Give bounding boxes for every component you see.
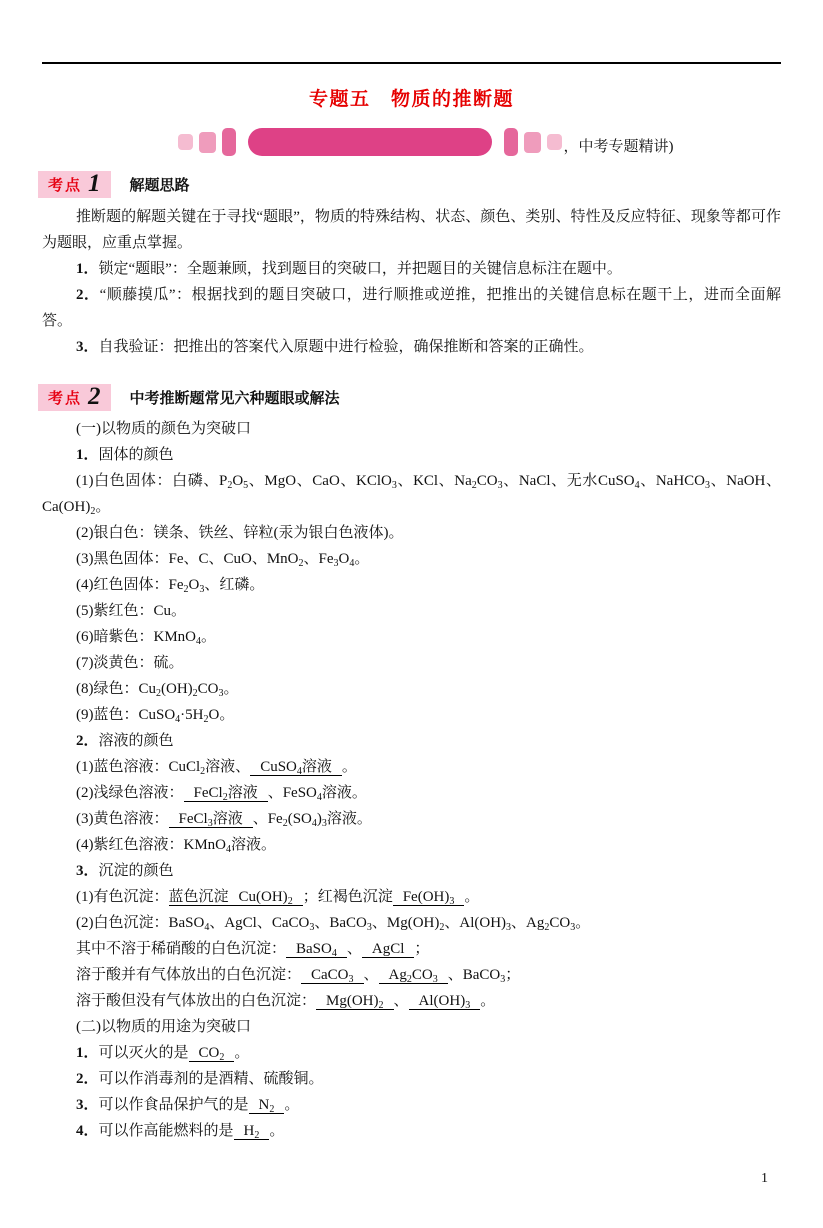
text-line: (4)紫红色溶液：KMnO$_4$溶液。: [76, 837, 277, 855]
banner-pill: [199, 132, 216, 153]
section-2-content: [42, 416, 781, 1144]
text-line: 3．自我验证：把推出的答案代入原题中进行检验，确保推断和答案的正确性。: [76, 339, 594, 355]
banner-pill: [222, 128, 236, 156]
text-line: 3．沉淀的颜色: [76, 863, 174, 879]
answer-blank: $Fe(OH)_3$: [393, 889, 465, 906]
text-line: 4．可以作高能燃料的是 $H_2$ 。: [76, 1123, 285, 1141]
text-line: (7)淡黄色：硫。: [76, 655, 184, 671]
text-line: (一)以物质的颜色为突破口: [76, 421, 251, 437]
text-line: 2．溶液的颜色: [76, 733, 174, 749]
text-line: (2)白色沉淀：BaSO$_4$、AgCl、CaCO$_3$、BaCO$_3$、$Mg(OH)_2$、$Al(OH)_3$、$Ag_2CO_3$。: [76, 915, 591, 933]
text-line: (1)白色固体：白磷、$P_2O_5$、MgO、CaO、KClO$_3$、KCl、$Na_2CO_3$、NaCl、无水CuSO$_4$、NaHCO$_3$、NaOH、$Ca(OH)_2$。: [42, 473, 781, 517]
kaodian-1-badge: [38, 171, 111, 198]
kaodian-1-title: 解题思路: [129, 178, 190, 194]
answer-blank: $Ag_2CO_3$: [379, 967, 448, 984]
kaodian-label: 考点: [48, 177, 83, 194]
text-line: (6)暗紫色：KMnO$_4$。: [76, 629, 217, 647]
banner-pill: [524, 132, 541, 153]
text-line: 3．可以作食品保护气的是 $N_2$ 。: [76, 1097, 300, 1115]
answer-blank: AgCl: [362, 941, 415, 958]
banner-pill: [248, 128, 492, 156]
text-line: 2．“顺藤摸瓜”：根据找到的题目突破口，进行顺推或逆推，把推出的关键信息标在题干上，进而全面解答。: [42, 287, 781, 329]
text-line: 1．锁定“题眼”：全题兼顾，找到题目的突破口，并把题目的关键信息标注在题中。: [76, 261, 622, 277]
text-line: (3)黄色溶液： FeCl$_3$溶液 、$Fe_2(SO_4)_3$溶液。: [76, 811, 372, 829]
item-number: 3．: [76, 863, 99, 879]
kaodian-2-badge: [38, 384, 111, 411]
item-number: 3．: [76, 1097, 99, 1113]
decorative-banner: [14, 128, 823, 156]
page-title: 专题五 物质的推断题: [308, 89, 514, 110]
text-line: (9)蓝色：$CuSO_4\cdot 5H_2O$。: [76, 707, 235, 725]
document-page: [0, 62, 823, 1228]
item-number: 2．: [76, 287, 100, 303]
kaodian-number: 1: [88, 169, 101, 197]
answer-blank: FeCl$_3$溶液: [169, 811, 253, 828]
text-line: 溶于酸但没有气体放出的白色沉淀： $Mg(OH)_2$ 、 $Al(OH)_3$ 。: [76, 993, 496, 1011]
underlined-text: 蓝色沉淀: [168, 889, 229, 905]
page-number: 1: [761, 1171, 768, 1186]
text-line: 1．固体的颜色: [76, 447, 174, 463]
text-line: 2．可以作消毒剂的是酒精、硫酸铜。: [76, 1071, 324, 1087]
item-number: 1．: [76, 1045, 99, 1061]
banner-pill: [178, 134, 193, 150]
banner-pill: [547, 134, 562, 150]
text-line: (2)银白色：镁条、铁丝、锌粒(汞为银白色液体)。: [76, 525, 404, 541]
answer-blank: $Mg(OH)_2$: [316, 993, 394, 1010]
text-line: 其中不溶于稀硝酸的白色沉淀： BaSO$_4$ 、 AgCl ；: [76, 941, 430, 959]
header-rule: [42, 62, 781, 64]
item-number: 3．: [76, 339, 99, 355]
answer-blank: $N_2$: [249, 1097, 285, 1114]
text-line: (3)黑色固体：Fe、C、CuO、MnO$_2$、$Fe_3O_4$。: [76, 551, 370, 569]
text-line: (2)浅绿色溶液： FeCl$_2$溶液 、FeSO$_4$溶液。: [76, 785, 367, 803]
item-number: 4．: [76, 1123, 99, 1139]
text-line: (二)以物质的用途为突破口: [76, 1019, 251, 1035]
kaodian-1-row: [38, 171, 823, 198]
answer-blank: $Al(OH)_3$: [409, 993, 481, 1010]
answer-blank: BaSO$_4$: [286, 941, 347, 958]
banner-note: ，中考专题精讲): [563, 139, 674, 155]
kaodian-label: 考点: [48, 390, 83, 407]
item-number: 2．: [76, 733, 99, 749]
text-line: 推断题的解题关键在于寻找“题眼”，物质的特殊结构、状态、颜色、类别、特性及反应特征、现象等都可作为题眼，应重点掌握。: [42, 209, 781, 251]
section-1-content: [42, 204, 781, 360]
answer-blank: CuSO$_4$溶液: [250, 759, 342, 776]
text-line: (8)绿色：$Cu_2(OH)_2CO_3$。: [76, 681, 239, 699]
answer-blank: CaCO$_3$: [301, 967, 364, 984]
kaodian-number: 2: [88, 382, 101, 410]
item-number: 1．: [76, 261, 99, 277]
text-line: 溶于酸并有气体放出的白色沉淀： CaCO$_3$ 、 $Ag_2CO_3$ 、BaCO$_3$；: [76, 967, 521, 985]
banner-pill: [504, 128, 518, 156]
item-number: 2．: [76, 1071, 99, 1087]
item-number: 1．: [76, 447, 99, 463]
text-line: 1．可以灭火的是 $CO_2$ 。: [76, 1045, 250, 1063]
answer-blank: $CO_2$: [189, 1045, 235, 1062]
text-line: (1)蓝色溶液：CuCl$_2$溶液、 CuSO$_4$溶液 。: [76, 759, 357, 777]
banner-pill-strip: [178, 128, 562, 156]
answer-blank: FeCl$_2$溶液: [184, 785, 268, 802]
answer-blank: $Cu(OH)_2$: [229, 889, 303, 906]
kaodian-2-row: [38, 384, 823, 411]
text-line: (1)有色沉淀：蓝色沉淀 $Cu(OH)_2$ ；红褐色沉淀 $Fe(OH)_3$ 。: [76, 889, 480, 907]
text-line: (4)红色固体：$Fe_2O_3$、红磷。: [76, 577, 265, 595]
answer-blank: $H_2$: [234, 1123, 270, 1140]
kaodian-2-title: 中考推断题常见六种题眼或解法: [129, 391, 340, 407]
text-line: (5)紫红色：Cu。: [76, 603, 186, 619]
